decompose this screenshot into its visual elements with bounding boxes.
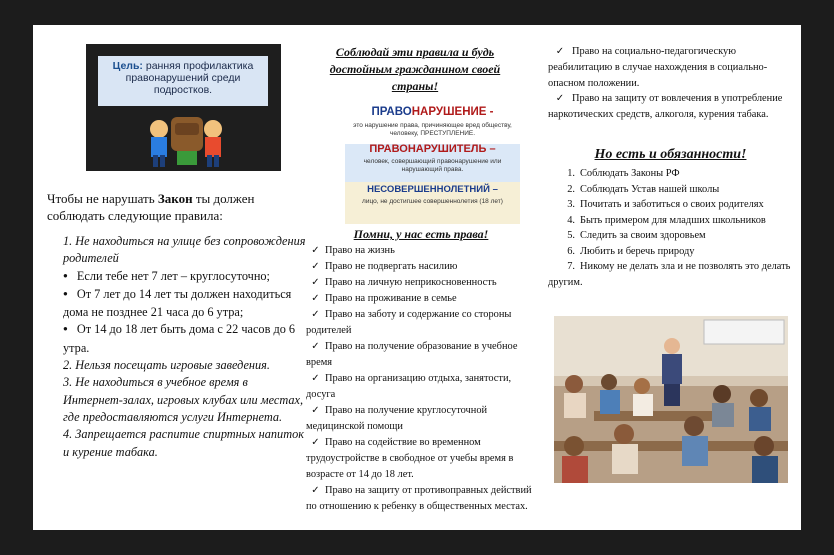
classroom-photo (554, 316, 788, 483)
duty-number: 7. (567, 261, 575, 272)
right-text: Право на социально-педагогическую реабилитацию в случае нахождения в социально-опасном положении. (548, 46, 768, 89)
rights-title: Помни, у нас есть права! (353, 227, 489, 241)
check-icon: ✓ (311, 245, 320, 256)
right-item (306, 275, 536, 291)
def-desc: лицо, не достигшее совершеннолетия (18 лет) (362, 198, 503, 205)
check-icon: ✓ (311, 261, 320, 272)
duty-number: 3. (567, 199, 575, 210)
duty-item (548, 259, 793, 290)
right-text: Право на получение образование в учебное время (306, 341, 518, 368)
students-with-backpack-illustration (141, 99, 231, 169)
duty-item (548, 166, 793, 182)
right-item (306, 339, 536, 371)
right-column (548, 25, 793, 530)
intro-pre: Чтобы не нарушать (47, 191, 158, 206)
duty-number: 2. (567, 183, 575, 195)
def-title (345, 184, 520, 195)
rights-list-continued (548, 44, 793, 123)
middle-column (306, 25, 536, 530)
right-item (306, 403, 536, 435)
goal-text-1: ранняя профилактика (145, 60, 254, 72)
right-text: Право на проживание в семье (325, 293, 457, 304)
rights-list (306, 243, 536, 515)
def-title-part: НАРУШЕНИЕ - (411, 106, 494, 118)
rules-intro (47, 190, 309, 224)
rule-item: 3. Не находиться в учебное время в Интернет-залах, игровых клубах или местах, где предоставляются услуги Интернета. (63, 375, 304, 424)
right-text: Право на организацию отдыха, занятости, досуга (306, 373, 512, 400)
check-icon: ✓ (311, 485, 320, 496)
rule-item: 2. Нельзя посещать игровые заведения. (63, 358, 270, 373)
rule-item: ● От 14 до 18 лет быть дома с 22 часов до 6 утра. (47, 321, 309, 357)
check-icon: ✓ (311, 437, 320, 448)
right-item (306, 291, 536, 307)
duty-item (548, 244, 793, 260)
right-item (548, 91, 793, 123)
rules-heading: Соблюдай эти правила и будь достойным гражданином своей страны! (329, 45, 501, 93)
right-item (306, 243, 536, 259)
rule-item: 1. Не находиться на улице без сопровождения родителей (63, 234, 306, 266)
goal-slide-image (86, 44, 281, 171)
right-text: Право на защиту от вовлечения в употребление наркотических средств, алкоголя, курения табака. (548, 93, 783, 121)
right-item (306, 259, 536, 275)
def-title-part: ПРАВОНАРУШИТЕЛЬ (369, 143, 487, 155)
duty-text: Никому не делать зла и не позволять это делать другим. (548, 261, 791, 288)
def-title-part: – (489, 184, 498, 195)
duty-text: Почитать и заботиться о своих родителях (580, 199, 764, 210)
duty-item (548, 182, 793, 198)
check-icon: ✓ (311, 293, 320, 304)
right-text: Право на личную неприкосновенность (325, 277, 497, 288)
duty-text: Следить за своим здоровьем (580, 230, 706, 241)
check-icon: ✓ (311, 405, 320, 416)
rule-item: 4. Запрещается распитие спиртных напиток и курение табака. (63, 427, 304, 459)
def-title-part: – (486, 143, 496, 155)
right-item (306, 435, 536, 483)
left-column (47, 25, 309, 530)
right-item (306, 371, 536, 403)
duty-text: Быть примером для младших школьников (580, 214, 766, 226)
check-icon: ✓ (311, 341, 320, 352)
duty-text: Соблюдать Законы РФ (580, 168, 680, 179)
check-icon: ✓ (311, 309, 320, 320)
rule-item: ● Если тебе нет 7 лет – круглосуточно; (47, 268, 309, 286)
check-icon: ✓ (555, 46, 565, 57)
duty-number: 4. (567, 214, 575, 226)
rule-item: ● От 7 лет до 14 лет ты должен находиться дома не позднее 21 часа до 6 утра; (47, 286, 309, 322)
duty-number: 6. (567, 245, 575, 257)
right-item (306, 307, 536, 339)
check-icon: ✓ (311, 373, 320, 384)
right-text: Право не подвергать насилию (325, 261, 458, 272)
def-desc: человек, совершающий правонарушение или нарушающий права. (363, 158, 502, 173)
def-desc: это нарушение права, причиняющее вред обществу, человеку, ПРЕСТУПЛЕНИЕ. (353, 122, 512, 137)
duty-text: Любить и беречь природу (580, 245, 695, 257)
goal-text-3: подростков. (153, 84, 213, 96)
leaflet-sheet (33, 25, 801, 530)
duty-number: 1. (567, 168, 575, 179)
goal-text-2: правонарушений среди (125, 72, 241, 84)
intro-post: ты должен соблюдать следующие правила: (47, 191, 255, 223)
duty-item (548, 228, 793, 244)
right-item (306, 483, 536, 515)
def-title (345, 143, 520, 155)
def-title-part: ПРАВО (371, 106, 412, 118)
right-text: Право на защиту от противоправных действий по отношению к ребенку в общественных местах. (306, 485, 532, 512)
check-icon: ✓ (311, 277, 320, 288)
duties-list (548, 166, 793, 290)
right-text: Право на содействие во временном трудоустройстве в свободное от учебы время в возрасте от 14 до 18 лет. (306, 437, 514, 480)
right-text: Право на заботу и содержание со стороны родителей (306, 309, 512, 336)
right-item (548, 44, 793, 91)
goal-label: Цель: (112, 60, 143, 72)
duty-number: 5. (567, 230, 575, 241)
check-icon: ✓ (555, 93, 565, 105)
definitions-image (345, 100, 520, 224)
rules-list (47, 233, 309, 461)
def-title-part: НЕСОВЕРШЕННОЛЕТНИЙ (367, 184, 490, 195)
intro-bold: Закон (157, 191, 193, 206)
duties-title: Но есть и обязанности! (594, 147, 747, 162)
def-title (345, 106, 520, 118)
duty-item (548, 213, 793, 229)
duty-text: Соблюдать Устав нашей школы (580, 183, 720, 195)
duty-item (548, 197, 793, 213)
right-text: Право на жизнь (325, 245, 395, 256)
right-text: Право на получение круглосуточной медицинской помощи (306, 405, 488, 432)
